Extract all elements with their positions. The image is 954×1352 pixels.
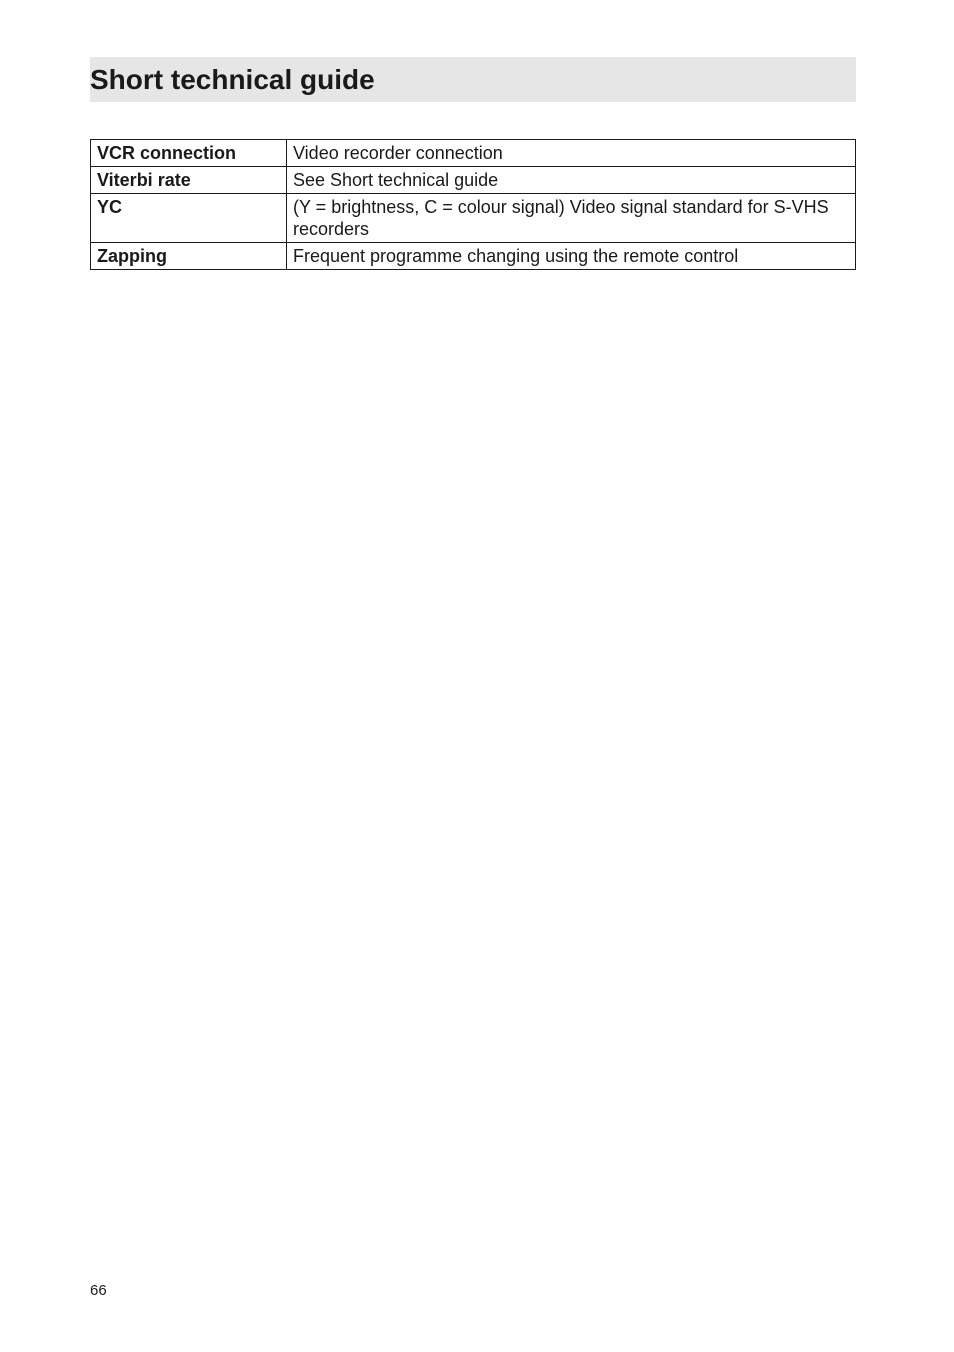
section-header — [90, 57, 856, 102]
glossary-term: YC — [91, 194, 287, 243]
glossary-definition: (Y = brightness, C = colour signal) Video signal standard for S-VHS recorders — [287, 194, 856, 243]
glossary-definition: See Short technical guide — [287, 167, 856, 194]
glossary-term: Viterbi rate — [91, 167, 287, 194]
table-row — [91, 194, 856, 243]
page-number: 66 — [90, 1282, 107, 1299]
glossary-term: Zapping — [91, 243, 287, 270]
glossary-definition: Video recorder connection — [287, 140, 856, 167]
glossary-definition: Frequent programme changing using the remote control — [287, 243, 856, 270]
glossary-term: VCR connection — [91, 140, 287, 167]
glossary-table — [90, 139, 856, 270]
page-title: Short technical guide — [90, 64, 375, 95]
table-row — [91, 243, 856, 270]
table-row — [91, 167, 856, 194]
table-row — [91, 140, 856, 167]
